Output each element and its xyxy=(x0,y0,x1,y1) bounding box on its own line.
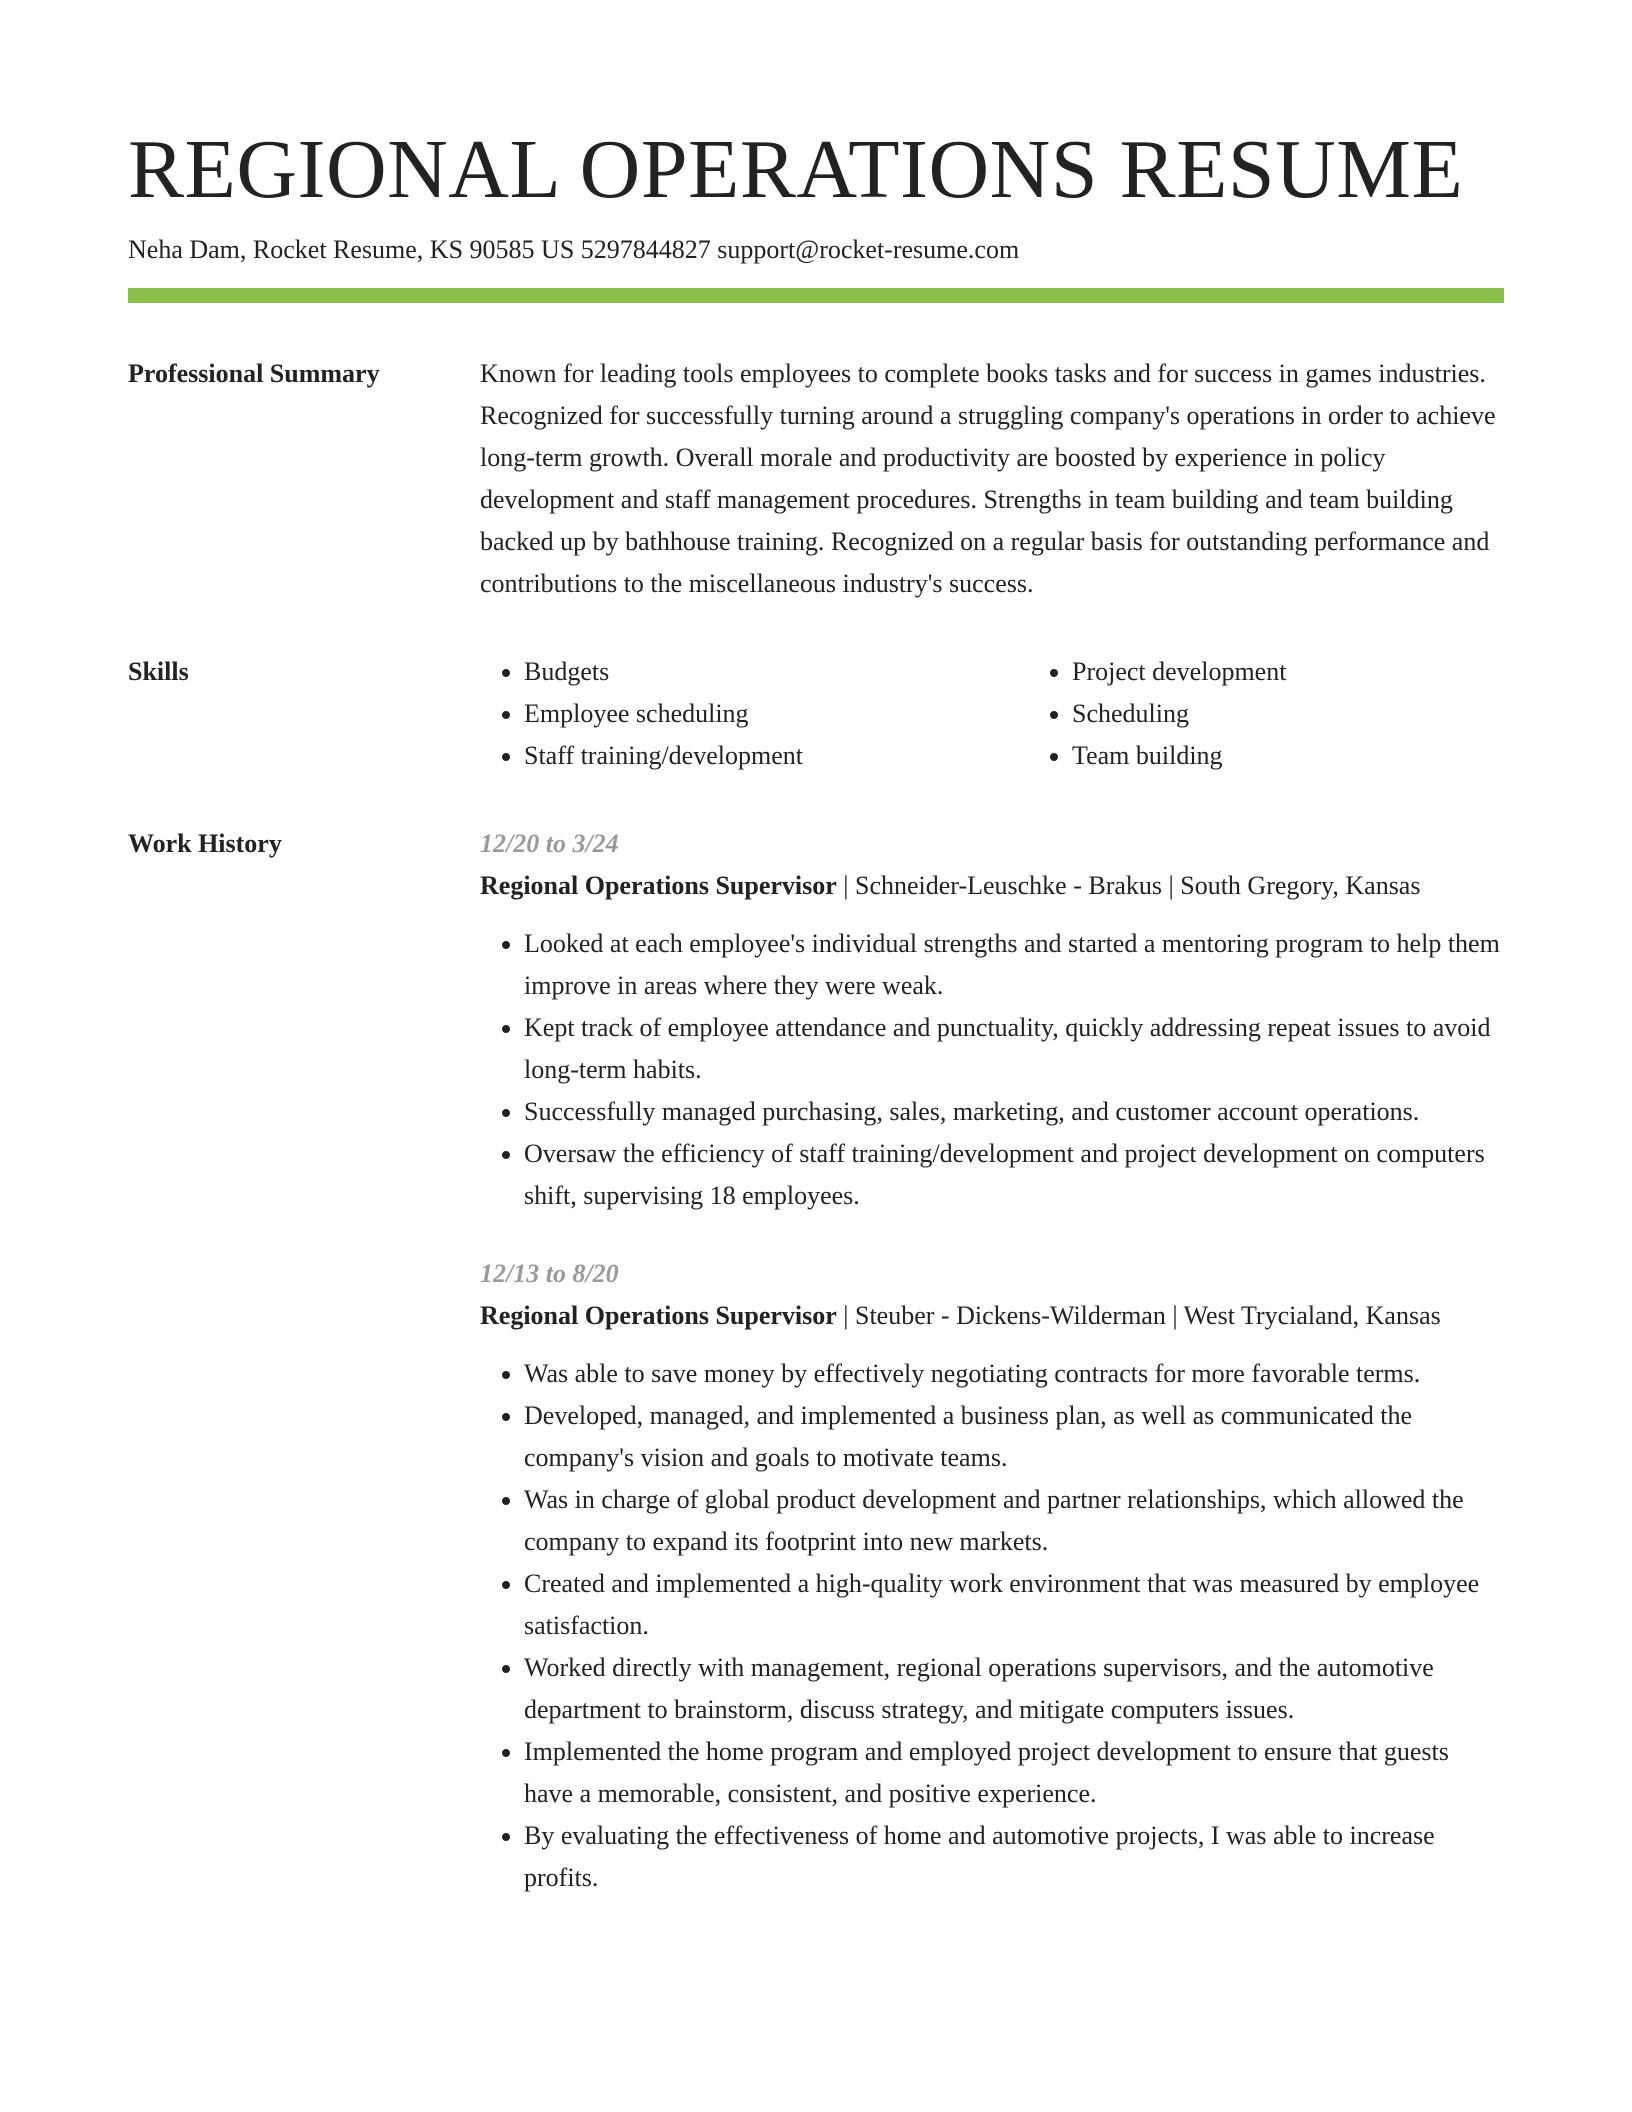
resume-title: REGIONAL OPERATIONS RESUME xyxy=(128,123,1464,216)
skills-heading: Skills xyxy=(128,657,189,686)
job-bullets xyxy=(480,1353,1504,1899)
job-entry xyxy=(480,1253,1504,1899)
skills-list-right xyxy=(1028,651,1576,777)
skill-item: • Staff training/development xyxy=(524,735,1028,777)
skill-item: • Project development xyxy=(1072,651,1576,693)
skill-item: • Scheduling xyxy=(1072,693,1576,735)
job-title: Regional Operations Supervisor xyxy=(480,871,837,900)
summary-heading: Professional Summary xyxy=(128,359,380,388)
job-bullet: • By evaluating the effectiveness of home and automotive projects, I was able to increase profits. xyxy=(524,1815,1504,1899)
job-bullet: • Implemented the home program and employed project development to ensure that guests have a memorable, consistent, and positive experience. xyxy=(524,1731,1504,1815)
job-bullet: • Developed, managed, and implemented a business plan, as well as communicated the company's vision and goals to motivate teams. xyxy=(524,1395,1504,1479)
job-bullet: • Successfully managed purchasing, sales, marketing, and customer account operations. xyxy=(524,1091,1504,1133)
contact-phone: 5297844827 xyxy=(580,235,711,264)
contact-email: support@rocket-resume.com xyxy=(717,235,1020,264)
job-bullet: • Worked directly with management, regional operations supervisors, and the automotive department to brainstorm, discuss strategy, and mitigate computers issues. xyxy=(524,1647,1504,1731)
skill-item: • Employee scheduling xyxy=(524,693,1028,735)
job-entry xyxy=(480,823,1504,1217)
job-details: | Schneider-Leuschke - Brakus | South Gregory, Kansas xyxy=(836,871,1421,900)
job-title: Regional Operations Supervisor xyxy=(480,1301,837,1330)
skills-section xyxy=(128,651,1504,777)
work-history-heading: Work History xyxy=(128,829,282,858)
job-bullets xyxy=(480,923,1504,1217)
summary-text: Known for leading tools employees to complete books tasks and for success in games industries. Recognized for successfully turning around a struggling company's operations in order to achieve long-term growth. Overall morale and productivity are boosted by experience in policy development and staff management procedures. Strengths in team building and team building backed up by bathhouse training. Recognized on a regular basis for outstanding performance and contributions to the miscellaneous industry's success. xyxy=(480,359,1496,598)
job-bullet: • Kept track of employee attendance and punctuality, quickly addressing repeat issues to avoid long-term habits. xyxy=(524,1007,1504,1091)
job-header xyxy=(480,865,1504,907)
summary-section xyxy=(128,353,1504,605)
job-bullet: • Oversaw the efficiency of staff training/development and project development on computers shift, supervising 18 employees. xyxy=(524,1133,1504,1217)
resume-page xyxy=(128,120,1504,1935)
header-divider xyxy=(128,288,1504,303)
contact-line xyxy=(128,232,1504,268)
work-history-section xyxy=(128,823,1504,1935)
job-bullet: • Was in charge of global product development and partner relationships, which allowed the company to expand its footprint into new markets. xyxy=(524,1479,1504,1563)
job-header xyxy=(480,1295,1504,1337)
job-bullet: • Created and implemented a high-quality work environment that was measured by employee satisfaction. xyxy=(524,1563,1504,1647)
job-bullet: • Looked at each employee's individual strengths and started a mentoring program to help them improve in areas where they were weak. xyxy=(524,923,1504,1007)
job-details: | Steuber - Dickens-Wilderman | West Trycialand, Kansas xyxy=(836,1301,1441,1330)
skills-list-left xyxy=(480,651,1028,777)
contact-name-address: Neha Dam, Rocket Resume, KS 90585 US xyxy=(128,235,575,264)
job-dates: 12/20 to 3/24 xyxy=(480,829,619,858)
skill-item: • Team building xyxy=(1072,735,1576,777)
job-bullet: • Was able to save money by effectively negotiating contracts for more favorable terms. xyxy=(524,1353,1504,1395)
skill-item: • Budgets xyxy=(524,651,1028,693)
job-dates: 12/13 to 8/20 xyxy=(480,1259,619,1288)
